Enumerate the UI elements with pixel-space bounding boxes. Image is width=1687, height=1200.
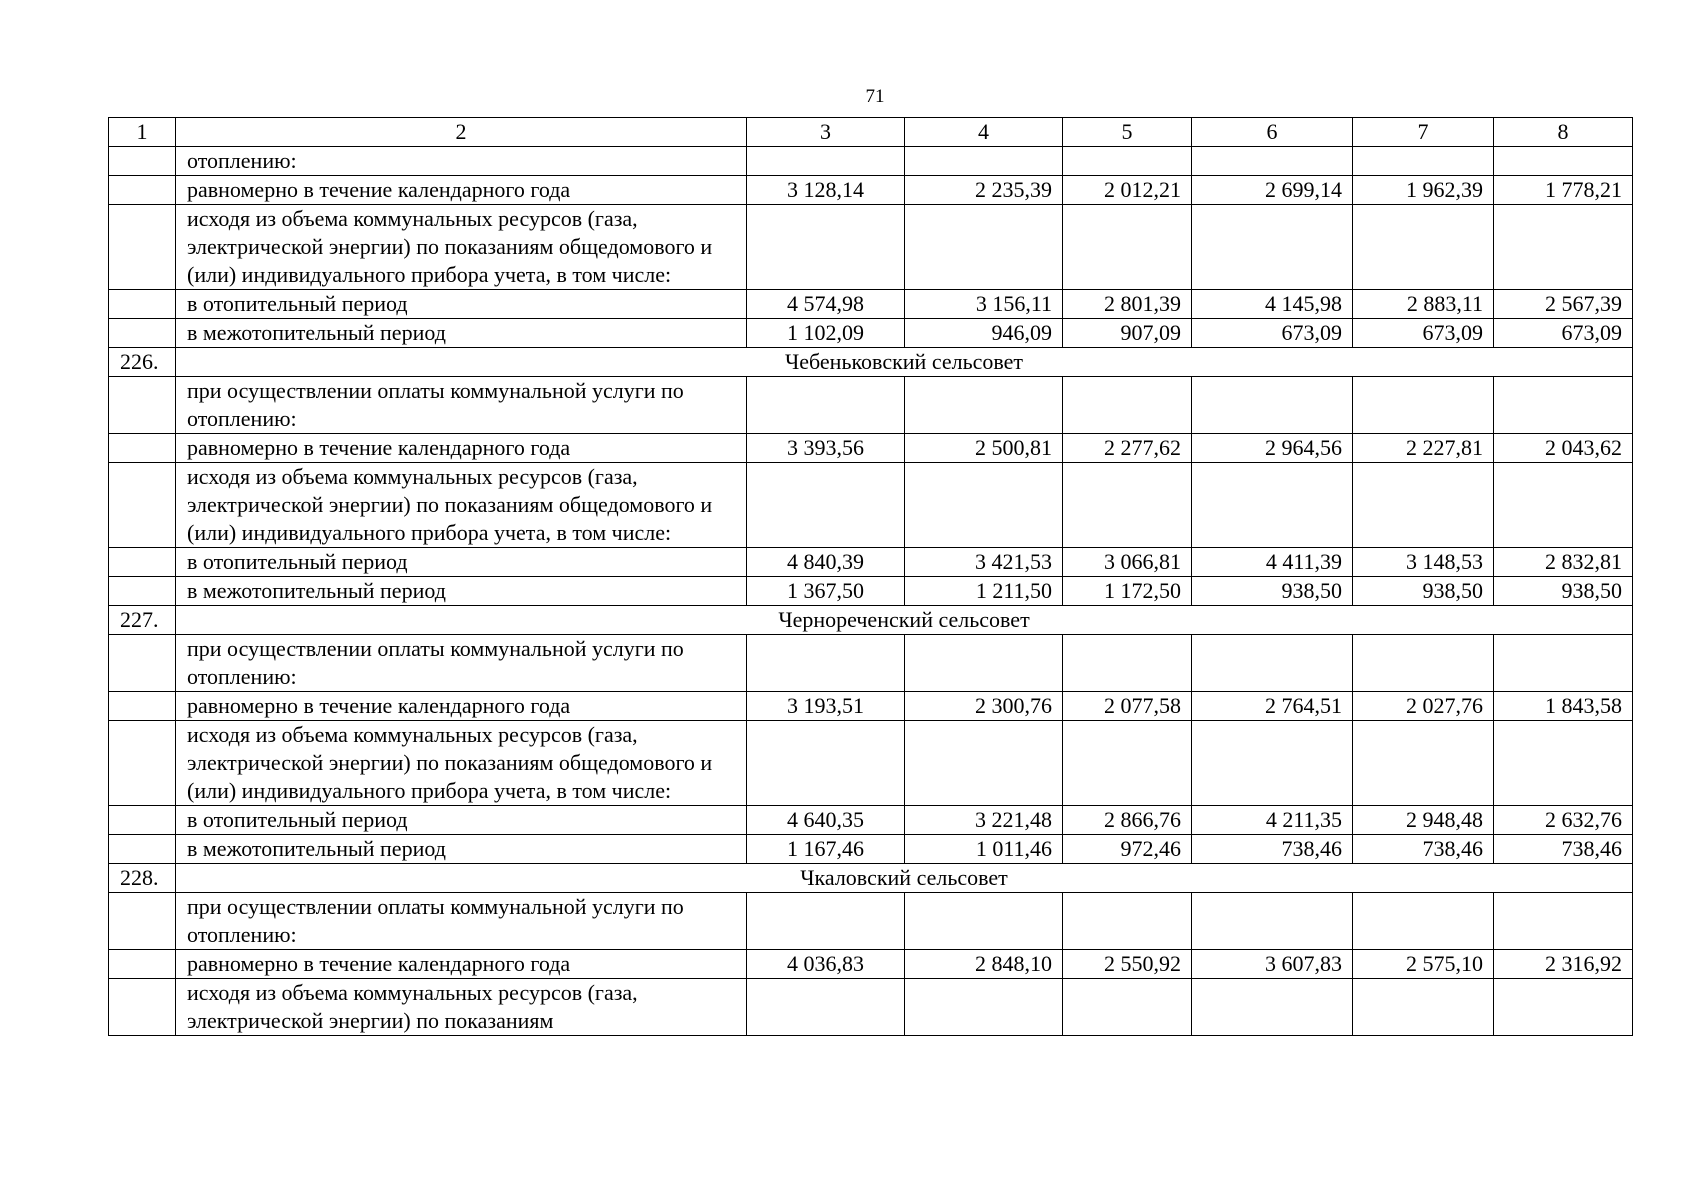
value-cell-col-5: 972,46: [1063, 835, 1192, 864]
value-cell-col-8: 2 567,39: [1494, 290, 1633, 319]
value-cell-col-6: [1192, 893, 1353, 950]
value-cell-col-5: [1063, 377, 1192, 434]
value-cell-col-6: [1192, 635, 1353, 692]
header-cell: 8: [1494, 118, 1633, 147]
value-cell-col-3: [747, 147, 905, 176]
value-cell-col-4: [905, 463, 1063, 548]
header-cell: 1: [109, 118, 176, 147]
value-cell-col-7: 2 227,81: [1353, 434, 1494, 463]
value-cell-col-6: 4 145,98: [1192, 290, 1353, 319]
value-cell-col-7: [1353, 893, 1494, 950]
table-row: [109, 721, 1633, 806]
value-cell-col-3: 1 102,09: [747, 319, 905, 348]
value-cell-col-4: 1 011,46: [905, 835, 1063, 864]
value-cell-col-8: 1 778,21: [1494, 176, 1633, 205]
value-cell-col-4: 1 211,50: [905, 577, 1063, 606]
value-cell-col-7: [1353, 147, 1494, 176]
section-row: [109, 348, 1633, 377]
value-cell-col-6: 738,46: [1192, 835, 1353, 864]
value-cell-col-6: [1192, 979, 1353, 1036]
value-cell-col-7: 2 883,11: [1353, 290, 1494, 319]
value-cell-col-6: 938,50: [1192, 577, 1353, 606]
table-row: [109, 635, 1633, 692]
section-row: [109, 864, 1633, 893]
row-description: в отопительный период: [176, 806, 747, 835]
table-row: [109, 692, 1633, 721]
header-row: [109, 118, 1633, 147]
value-cell-col-6: [1192, 147, 1353, 176]
value-cell-col-3: [747, 893, 905, 950]
table-row: [109, 548, 1633, 577]
row-number-cell: [109, 979, 176, 1036]
value-cell-col-7: [1353, 205, 1494, 290]
row-number-cell: [109, 290, 176, 319]
row-number-cell: [109, 893, 176, 950]
value-cell-col-7: [1353, 635, 1494, 692]
value-cell-col-7: [1353, 377, 1494, 434]
value-cell-col-8: [1494, 463, 1633, 548]
section-title: Чкаловский сельсовет: [176, 864, 1633, 893]
header-cell: 3: [747, 118, 905, 147]
value-cell-col-3: 1 367,50: [747, 577, 905, 606]
section-number: 227.: [109, 606, 176, 635]
value-cell-col-3: [747, 635, 905, 692]
row-number-cell: [109, 377, 176, 434]
value-cell-col-4: [905, 893, 1063, 950]
value-cell-col-4: [905, 721, 1063, 806]
value-cell-col-5: 2 866,76: [1063, 806, 1192, 835]
value-cell-col-8: [1494, 721, 1633, 806]
row-description: исходя из объема коммунальных ресурсов (газа, электрической энергии) по показаниям общедомового и (или) индивидуального прибора учета, в том числе:: [176, 205, 747, 290]
value-cell-col-4: 2 300,76: [905, 692, 1063, 721]
value-cell-col-4: [905, 979, 1063, 1036]
row-number-cell: [109, 205, 176, 290]
value-cell-col-8: 738,46: [1494, 835, 1633, 864]
value-cell-col-4: [905, 377, 1063, 434]
value-cell-col-5: 907,09: [1063, 319, 1192, 348]
value-cell-col-4: [905, 635, 1063, 692]
row-number-cell: [109, 434, 176, 463]
value-cell-col-5: [1063, 463, 1192, 548]
value-cell-col-8: 938,50: [1494, 577, 1633, 606]
value-cell-col-4: 3 221,48: [905, 806, 1063, 835]
value-cell-col-3: 4 840,39: [747, 548, 905, 577]
value-cell-col-8: [1494, 377, 1633, 434]
table-row: [109, 205, 1633, 290]
value-cell-col-7: 2 575,10: [1353, 950, 1494, 979]
section-number: 226.: [109, 348, 176, 377]
table-row: [109, 577, 1633, 606]
section-title: Чернореченский сельсовет: [176, 606, 1633, 635]
section-row: [109, 606, 1633, 635]
row-number-cell: [109, 835, 176, 864]
value-cell-col-4: [905, 205, 1063, 290]
value-cell-col-4: 2 235,39: [905, 176, 1063, 205]
table-row: [109, 176, 1633, 205]
table-row: [109, 893, 1633, 950]
row-description: при осуществлении оплаты коммунальной услуги по отоплению:: [176, 893, 747, 950]
header-cell: 5: [1063, 118, 1192, 147]
table-row: [109, 806, 1633, 835]
row-number-cell: [109, 692, 176, 721]
value-cell-col-6: 2 964,56: [1192, 434, 1353, 463]
row-description: равномерно в течение календарного года: [176, 176, 747, 205]
value-cell-col-3: 4 036,83: [747, 950, 905, 979]
row-number-cell: [109, 950, 176, 979]
header-cell: 6: [1192, 118, 1353, 147]
value-cell-col-7: [1353, 721, 1494, 806]
table-row: [109, 835, 1633, 864]
value-cell-col-3: 3 393,56: [747, 434, 905, 463]
value-cell-col-8: 673,09: [1494, 319, 1633, 348]
value-cell-col-7: 938,50: [1353, 577, 1494, 606]
value-cell-col-8: [1494, 979, 1633, 1036]
value-cell-col-3: 4 574,98: [747, 290, 905, 319]
value-cell-col-6: [1192, 721, 1353, 806]
row-number-cell: [109, 548, 176, 577]
value-cell-col-3: 4 640,35: [747, 806, 905, 835]
value-cell-col-6: 4 211,35: [1192, 806, 1353, 835]
header-cell: 2: [176, 118, 747, 147]
value-cell-col-6: 2 699,14: [1192, 176, 1353, 205]
row-number-cell: [109, 806, 176, 835]
value-cell-col-5: 2 012,21: [1063, 176, 1192, 205]
table-row: [109, 434, 1633, 463]
value-cell-col-7: 673,09: [1353, 319, 1494, 348]
row-description: при осуществлении оплаты коммунальной услуги по отоплению:: [176, 377, 747, 434]
value-cell-col-4: 946,09: [905, 319, 1063, 348]
row-number-cell: [109, 577, 176, 606]
value-cell-col-4: [905, 147, 1063, 176]
value-cell-col-6: [1192, 377, 1353, 434]
table-row: [109, 290, 1633, 319]
value-cell-col-5: 2 550,92: [1063, 950, 1192, 979]
table-row: [109, 319, 1633, 348]
table-row: [109, 147, 1633, 176]
value-cell-col-5: 3 066,81: [1063, 548, 1192, 577]
row-number-cell: [109, 319, 176, 348]
value-cell-col-7: 1 962,39: [1353, 176, 1494, 205]
value-cell-col-7: 738,46: [1353, 835, 1494, 864]
value-cell-col-8: [1494, 635, 1633, 692]
table-row: [109, 979, 1633, 1036]
value-cell-col-7: 3 148,53: [1353, 548, 1494, 577]
value-cell-col-4: 2 500,81: [905, 434, 1063, 463]
value-cell-col-8: 2 043,62: [1494, 434, 1633, 463]
row-number-cell: [109, 147, 176, 176]
value-cell-col-5: [1063, 147, 1192, 176]
row-description: исходя из объема коммунальных ресурсов (газа, электрической энергии) по показаниям общедомового и (или) индивидуального прибора учета, в том числе:: [176, 463, 747, 548]
value-cell-col-5: 2 277,62: [1063, 434, 1192, 463]
row-number-cell: [109, 463, 176, 548]
header-cell: 7: [1353, 118, 1494, 147]
page-number: 71: [865, 86, 885, 107]
value-cell-col-7: 2 027,76: [1353, 692, 1494, 721]
value-cell-col-5: [1063, 721, 1192, 806]
row-description: равномерно в течение календарного года: [176, 950, 747, 979]
value-cell-col-3: [747, 205, 905, 290]
table-row: [109, 463, 1633, 548]
value-cell-col-5: 2 801,39: [1063, 290, 1192, 319]
table-body: [109, 118, 1633, 1036]
value-cell-col-7: [1353, 979, 1494, 1036]
row-number-cell: [109, 721, 176, 806]
value-cell-col-5: 2 077,58: [1063, 692, 1192, 721]
table-row: [109, 377, 1633, 434]
value-cell-col-8: [1494, 147, 1633, 176]
value-cell-col-5: [1063, 979, 1192, 1036]
value-cell-col-3: 3 128,14: [747, 176, 905, 205]
row-description: в отопительный период: [176, 548, 747, 577]
value-cell-col-3: [747, 463, 905, 548]
row-description: в межотопительный период: [176, 835, 747, 864]
value-cell-col-8: 2 832,81: [1494, 548, 1633, 577]
value-cell-col-5: [1063, 205, 1192, 290]
row-description: равномерно в течение календарного года: [176, 692, 747, 721]
row-number-cell: [109, 176, 176, 205]
row-number-cell: [109, 635, 176, 692]
value-cell-col-3: [747, 979, 905, 1036]
row-description: равномерно в течение календарного года: [176, 434, 747, 463]
value-cell-col-4: 2 848,10: [905, 950, 1063, 979]
value-cell-col-6: [1192, 205, 1353, 290]
value-cell-col-3: 1 167,46: [747, 835, 905, 864]
value-cell-col-5: [1063, 893, 1192, 950]
value-cell-col-6: [1192, 463, 1353, 548]
section-number: 228.: [109, 864, 176, 893]
value-cell-col-8: 2 632,76: [1494, 806, 1633, 835]
value-cell-col-8: [1494, 205, 1633, 290]
value-cell-col-3: [747, 721, 905, 806]
value-cell-col-8: 2 316,92: [1494, 950, 1633, 979]
row-description: отоплению:: [176, 147, 747, 176]
row-description: исходя из объема коммунальных ресурсов (газа, электрической энергии) по показаниям: [176, 979, 747, 1036]
row-description: в межотопительный период: [176, 319, 747, 348]
row-description: исходя из объема коммунальных ресурсов (газа, электрической энергии) по показаниям общедомового и (или) индивидуального прибора учета, в том числе:: [176, 721, 747, 806]
value-cell-col-3: 3 193,51: [747, 692, 905, 721]
value-cell-col-6: 4 411,39: [1192, 548, 1353, 577]
section-title: Чебеньковский сельсовет: [176, 348, 1633, 377]
value-cell-col-6: 673,09: [1192, 319, 1353, 348]
value-cell-col-6: 3 607,83: [1192, 950, 1353, 979]
value-cell-col-8: 1 843,58: [1494, 692, 1633, 721]
row-description: при осуществлении оплаты коммунальной услуги по отоплению:: [176, 635, 747, 692]
value-cell-col-8: [1494, 893, 1633, 950]
value-cell-col-7: [1353, 463, 1494, 548]
value-cell-col-5: 1 172,50: [1063, 577, 1192, 606]
value-cell-col-6: 2 764,51: [1192, 692, 1353, 721]
value-cell-col-3: [747, 377, 905, 434]
row-description: в межотопительный период: [176, 577, 747, 606]
table-row: [109, 950, 1633, 979]
tariff-table: [108, 117, 1633, 1036]
value-cell-col-7: 2 948,48: [1353, 806, 1494, 835]
value-cell-col-5: [1063, 635, 1192, 692]
header-cell: 4: [905, 118, 1063, 147]
value-cell-col-4: 3 421,53: [905, 548, 1063, 577]
value-cell-col-4: 3 156,11: [905, 290, 1063, 319]
row-description: в отопительный период: [176, 290, 747, 319]
